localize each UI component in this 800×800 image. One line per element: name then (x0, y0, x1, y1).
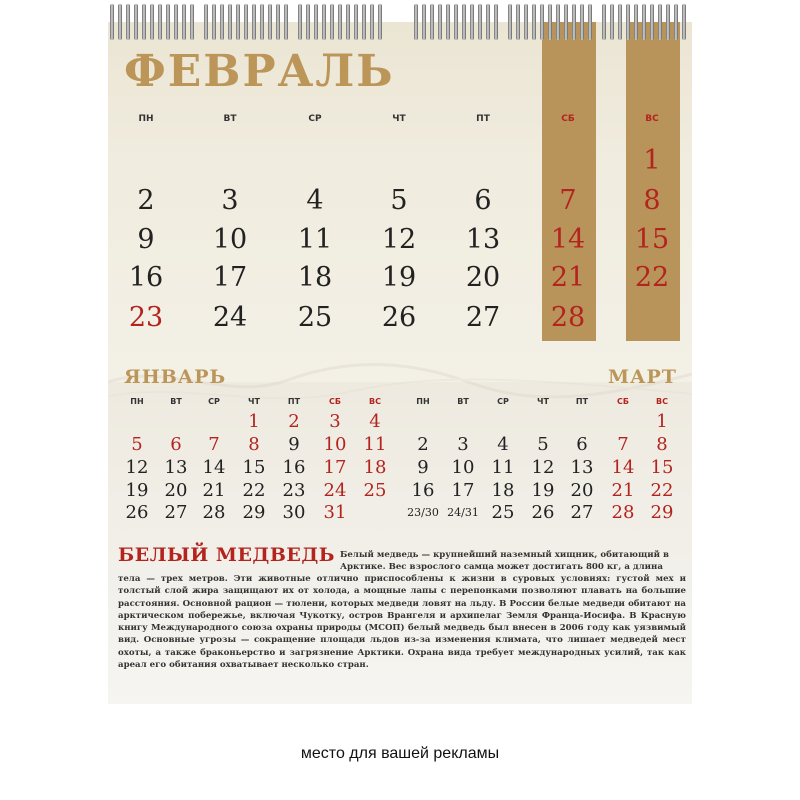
spiral-binding (108, 0, 692, 44)
mini-weekday-label: ВТ (170, 397, 182, 406)
binding-ring-icon (470, 4, 474, 40)
mini-day-cell: 10 (451, 457, 475, 478)
binding-ring-icon (252, 4, 256, 40)
mini-day-cell: 3 (457, 434, 469, 455)
mini-weekday-label: ЧТ (248, 397, 260, 406)
binding-ring-icon (414, 4, 418, 40)
mini-day-cell: 24/31 (447, 506, 479, 519)
binding-ring-icon (330, 4, 334, 40)
day-cell: 7 (559, 185, 577, 216)
day-cell: 10 (212, 224, 248, 255)
day-cell: 22 (634, 262, 670, 293)
day-cell: 27 (465, 302, 501, 333)
article-title: БЕЛЫЙ МЕДВЕДЬ (118, 544, 335, 566)
binding-ring-icon (486, 4, 490, 40)
mini-day-cell: 8 (248, 434, 260, 455)
binding-ring-icon (666, 4, 670, 40)
binding-ring-icon (118, 4, 122, 40)
binding-ring-icon (602, 4, 606, 40)
day-cell: 11 (297, 224, 333, 255)
binding-ring-icon (658, 4, 662, 40)
binding-ring-icon (110, 4, 114, 40)
mini-day-cell: 14 (611, 457, 635, 478)
mini-day-cell: 31 (323, 502, 347, 523)
day-cell: 17 (212, 262, 248, 293)
sunday-stripe (626, 22, 680, 341)
mini-day-cell: 13 (164, 457, 188, 478)
day-cell: 24 (212, 302, 248, 333)
binding-ring-icon (588, 4, 592, 40)
binding-ring-icon (284, 4, 288, 40)
binding-ring-icon (378, 4, 382, 40)
mini-day-cell: 16 (282, 457, 306, 478)
month-title: ФЕВРАЛЬ (124, 46, 395, 97)
mini-day-cell: 12 (125, 457, 149, 478)
article-lead: Белый медведь — крупнейший наземный хищник, обитающий в Арктике. Вес взрослого самца может достигать 800 кг, а длина (340, 550, 669, 573)
binding-ring-icon (204, 4, 208, 40)
weekday-label: ВС (645, 114, 659, 124)
mini-weekday-label: ПН (416, 397, 430, 406)
binding-ring-icon (362, 4, 366, 40)
binding-ring-icon (610, 4, 614, 40)
binding-ring-icon (244, 4, 248, 40)
binding-ring-icon (618, 4, 622, 40)
day-cell: 9 (137, 224, 155, 255)
mini-weekday-label: ПТ (575, 397, 589, 406)
mini-day-cell: 18 (363, 457, 387, 478)
day-cell: 21 (550, 262, 586, 293)
mini-day-cell: 20 (164, 480, 188, 501)
mini-day-cell: 28 (202, 502, 226, 523)
saturday-stripe (542, 22, 596, 341)
binding-ring-icon (158, 4, 162, 40)
mini-day-cell: 14 (202, 457, 226, 478)
mini-day-cell: 29 (242, 502, 266, 523)
article-body: тела — трех метров. Эти животные отлично приспособлены к жизни в суровых условиях: густой мех и толстый слой жира защищают их от холода, а мощные лапы с перепонками позволяют плавать на большие расстояния. Основной рацион — тюлени, которых медведи ловят на льду. В России белые медведи обитают на арктическом побережье, включая Чукотку, остров Врангеля и архипелаг Земля Франца-Иосифа. В Красную книгу Международного союза охраны природы (МСОП) белый медведь был внесен в 2006 году как уязвимый вид. Основные угрозы — сокращение площади льдов из-за изменения климата, что лишает медведей мест охоты, а также браконьерство и загрязнение Арктики. Охрана вида требует международных усилий, так как ареал его обитания охватывает несколько стран. (118, 574, 686, 671)
day-cell: 8 (643, 185, 661, 216)
mini-day-cell: 4 (369, 411, 381, 432)
day-cell: 15 (634, 224, 670, 255)
mini-day-cell: 17 (451, 480, 475, 501)
binding-ring-icon (276, 4, 280, 40)
mini-day-cell: 15 (242, 457, 266, 478)
mini-weekday-label: ВТ (457, 397, 469, 406)
mini-day-cell: 30 (282, 502, 306, 523)
mini-day-cell: 11 (363, 434, 387, 455)
binding-ring-icon (370, 4, 374, 40)
mini-day-cell: 27 (164, 502, 188, 523)
binding-ring-icon (572, 4, 576, 40)
binding-ring-icon (674, 4, 678, 40)
binding-ring-icon (650, 4, 654, 40)
binding-ring-icon (298, 4, 302, 40)
mini-day-cell: 5 (131, 434, 143, 455)
weekday-label: ПН (138, 114, 154, 124)
binding-ring-icon (126, 4, 130, 40)
binding-ring-icon (516, 4, 520, 40)
mini-day-cell: 4 (497, 434, 509, 455)
binding-ring-icon (438, 4, 442, 40)
mini-weekday-label: СР (208, 397, 220, 406)
day-cell: 12 (381, 224, 417, 255)
binding-ring-icon (556, 4, 560, 40)
binding-ring-icon (314, 4, 318, 40)
mini-day-cell: 1 (656, 411, 668, 432)
mini-day-cell: 3 (329, 411, 341, 432)
mini-weekday-label: ВС (656, 397, 668, 406)
mini-day-cell: 6 (576, 434, 588, 455)
mini-day-cell: 16 (411, 480, 435, 501)
mini-day-cell: 12 (531, 457, 555, 478)
binding-ring-icon (190, 4, 194, 40)
binding-ring-icon (532, 4, 536, 40)
binding-ring-icon (446, 4, 450, 40)
mini-day-cell: 2 (417, 434, 429, 455)
weekday-label: ЧТ (392, 114, 406, 124)
binding-ring-icon (134, 4, 138, 40)
mini-day-cell: 15 (650, 457, 674, 478)
day-cell: 5 (390, 185, 408, 216)
binding-ring-icon (212, 4, 216, 40)
mini-day-cell: 9 (417, 457, 429, 478)
mini-weekday-label: ЧТ (537, 397, 549, 406)
mini-weekday-label: СБ (617, 397, 629, 406)
binding-ring-icon (642, 4, 646, 40)
binding-ring-icon (564, 4, 568, 40)
binding-ring-icon (220, 4, 224, 40)
weekday-label: СР (308, 114, 322, 124)
mini-day-cell: 8 (656, 434, 668, 455)
mini-day-cell: 22 (242, 480, 266, 501)
binding-ring-icon (338, 4, 342, 40)
mini-day-cell: 7 (208, 434, 220, 455)
binding-ring-icon (142, 4, 146, 40)
binding-ring-icon (422, 4, 426, 40)
day-cell: 18 (297, 262, 333, 293)
day-cell: 25 (297, 302, 333, 333)
day-cell: 3 (221, 185, 239, 216)
mini-day-cell: 1 (248, 411, 260, 432)
day-cell: 6 (474, 185, 492, 216)
binding-ring-icon (454, 4, 458, 40)
weekday-label: ПТ (476, 114, 490, 124)
mini-day-cell: 19 (531, 480, 555, 501)
binding-ring-icon (182, 4, 186, 40)
binding-ring-icon (174, 4, 178, 40)
day-cell: 14 (550, 224, 586, 255)
binding-ring-icon (430, 4, 434, 40)
binding-ring-icon (478, 4, 482, 40)
binding-ring-icon (228, 4, 232, 40)
binding-ring-icon (634, 4, 638, 40)
day-cell: 16 (128, 262, 164, 293)
mini-day-cell: 19 (125, 480, 149, 501)
mini-day-cell: 22 (650, 480, 674, 501)
binding-ring-icon (322, 4, 326, 40)
mini-day-cell: 9 (288, 434, 300, 455)
mini-day-cell: 10 (323, 434, 347, 455)
day-cell: 2 (137, 185, 155, 216)
mini-day-cell: 21 (202, 480, 226, 501)
day-cell: 13 (465, 224, 501, 255)
mini-day-cell: 23/30 (407, 506, 439, 519)
mini-day-cell: 24 (323, 480, 347, 501)
mini-day-cell: 26 (531, 502, 555, 523)
binding-ring-icon (346, 4, 350, 40)
binding-ring-icon (540, 4, 544, 40)
mini-weekday-label: СБ (329, 397, 341, 406)
weekday-label: СБ (561, 114, 575, 124)
mini-day-cell: 25 (491, 502, 515, 523)
day-cell: 4 (306, 185, 324, 216)
binding-ring-icon (682, 4, 686, 40)
mini-day-cell: 27 (570, 502, 594, 523)
binding-ring-icon (462, 4, 466, 40)
day-cell: 19 (381, 262, 417, 293)
mini-day-cell: 29 (650, 502, 674, 523)
mini-day-cell: 25 (363, 480, 387, 501)
prev-month-title: ЯНВАРЬ (124, 366, 227, 388)
binding-ring-icon (354, 4, 358, 40)
mini-weekday-label: ПН (130, 397, 144, 406)
day-cell: 28 (550, 302, 586, 333)
binding-ring-icon (166, 4, 170, 40)
mini-day-cell: 7 (617, 434, 629, 455)
mini-weekday-label: СР (497, 397, 509, 406)
binding-ring-icon (524, 4, 528, 40)
mini-day-cell: 21 (611, 480, 635, 501)
mini-day-cell: 28 (611, 502, 635, 523)
ad-placeholder: место для вашей рекламы (300, 745, 500, 762)
mini-day-cell: 2 (288, 411, 300, 432)
next-month-title: МАРТ (608, 366, 677, 388)
mini-day-cell: 13 (570, 457, 594, 478)
binding-ring-icon (150, 4, 154, 40)
mini-day-cell: 26 (125, 502, 149, 523)
mini-day-cell: 23 (282, 480, 306, 501)
binding-ring-icon (508, 4, 512, 40)
binding-ring-icon (494, 4, 498, 40)
binding-ring-icon (268, 4, 272, 40)
binding-ring-icon (236, 4, 240, 40)
mini-day-cell: 17 (323, 457, 347, 478)
mini-day-cell: 11 (491, 457, 515, 478)
weekday-label: ВТ (223, 114, 237, 124)
mini-weekday-label: ВС (369, 397, 381, 406)
binding-ring-icon (260, 4, 264, 40)
mini-day-cell: 6 (170, 434, 182, 455)
mini-day-cell: 18 (491, 480, 515, 501)
binding-ring-icon (548, 4, 552, 40)
binding-ring-icon (306, 4, 310, 40)
mini-weekday-label: ПТ (287, 397, 301, 406)
binding-ring-icon (580, 4, 584, 40)
day-cell: 26 (381, 302, 417, 333)
mini-day-cell: 5 (537, 434, 549, 455)
mini-day-cell: 20 (570, 480, 594, 501)
day-cell: 1 (643, 145, 661, 176)
day-cell: 23 (128, 302, 164, 333)
day-cell: 20 (465, 262, 501, 293)
binding-ring-icon (626, 4, 630, 40)
calendar-page (108, 22, 692, 800)
